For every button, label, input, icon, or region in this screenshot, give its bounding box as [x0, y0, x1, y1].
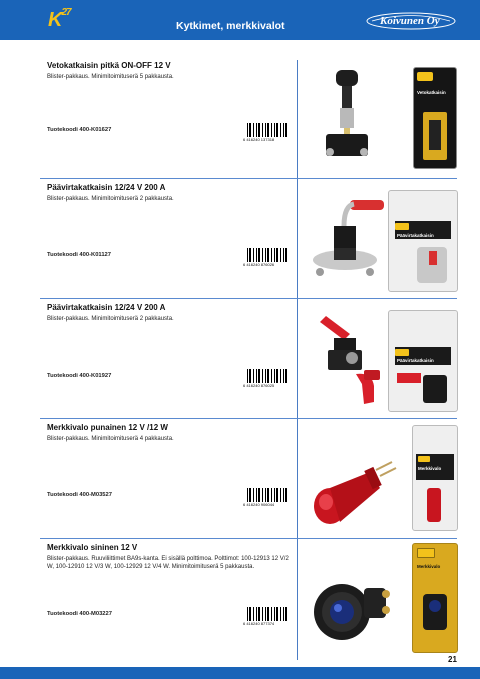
brand-name: Koivunen Oy [380, 15, 440, 27]
package-label: Päävirtakatkaisin [397, 358, 434, 363]
blister-package-image [412, 543, 458, 653]
barcode-number: 6 416240 876026 [243, 262, 275, 267]
package-label: Vetokatkaisin [417, 90, 446, 95]
koivunen-logo [366, 12, 456, 30]
product-code: Tuotekoodi 400-K01127 [47, 252, 112, 258]
product-description: Blister-pakkaus. Ruuviliittimet BA9s-kanta. Ei sisällä polttimoa. Polttimot: 100-12913 12 V/2 W, 100-12910 12 V/3 W, 100-12929 12 V/4 W. Minimitoimituserä 5 pakkausta. [47, 556, 289, 570]
blister-package-image [412, 425, 458, 531]
barcode [243, 488, 291, 508]
blister-package-image [388, 310, 458, 412]
column-divider [297, 60, 298, 660]
blister-package-image [388, 190, 458, 292]
product-code: Tuotekoodi 400-K01927 [47, 373, 112, 379]
blister-package-image [413, 67, 457, 169]
product-title: Merkkivalo sininen 12 V [47, 543, 138, 552]
k27-logo [48, 8, 92, 32]
product-description: Blister-pakkaus. Minimitoimituserä 2 pakkausta. [47, 316, 174, 322]
barcode-number: 6 416240 877374 [243, 621, 275, 626]
product-title: Merkkivalo punainen 12 V /12 W [47, 423, 168, 432]
product-title: Päävirtakatkaisin 12/24 V 200 A [47, 183, 166, 192]
logo-letter: K [48, 9, 62, 31]
package-label: Päävirtakatkaisin [397, 233, 434, 238]
barcode [243, 607, 291, 627]
package-label: Merkkivalo [417, 564, 441, 569]
pull-switch-image [318, 68, 388, 168]
product-title: Päävirtakatkaisin 12/24 V 200 A [47, 303, 166, 312]
header-bar [0, 0, 480, 40]
main-switch-metal-image [310, 198, 390, 290]
product-title: Vetokatkaisin pitkä ON-OFF 12 V [47, 61, 171, 70]
red-indicator-light-image [310, 458, 398, 528]
section-divider [40, 538, 457, 539]
page-title: Kytkimet, merkkivalot [176, 20, 285, 32]
package-label: Merkkivalo [418, 466, 442, 471]
product-description: Blister-pakkaus. Minimitoimituserä 2 pakkausta. [47, 196, 174, 202]
barcode [243, 369, 291, 389]
blue-indicator-light-image [312, 568, 394, 648]
barcode-number: 6 416240 876025 [243, 383, 275, 388]
barcode [243, 123, 291, 143]
logo-number: 27 [61, 7, 71, 18]
section-divider [40, 298, 457, 299]
footer-bar [0, 667, 480, 679]
page-number: 21 [448, 655, 457, 664]
product-code: Tuotekoodi 400-M03227 [47, 611, 112, 617]
product-description: Blister-pakkaus. Minimitoimituserä 4 pakkausta. [47, 436, 174, 442]
barcode-number: 6 416240 137318 [243, 137, 275, 142]
product-code: Tuotekoodi 400-K01627 [47, 127, 112, 133]
product-description: Blister-pakkaus. Minimitoimituserä 5 pakkausta. [47, 74, 174, 80]
barcode [243, 248, 291, 268]
section-divider [40, 178, 457, 179]
main-switch-red-image [312, 306, 392, 406]
product-code: Tuotekoodi 400-M03527 [47, 492, 112, 498]
barcode-number: 6 416240 906044 [243, 502, 275, 507]
section-divider [40, 418, 457, 419]
